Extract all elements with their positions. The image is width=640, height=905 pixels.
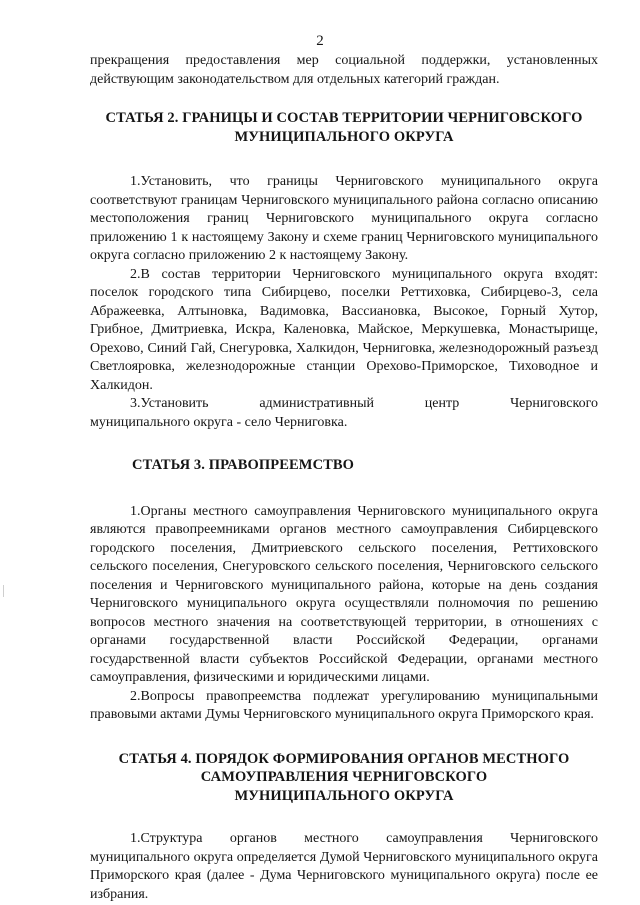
intro-paragraph: прекращения предоставления мер социальной поддержки, установленных действующим законодательством для отдельных категорий граждан. (90, 53, 598, 87)
article-3-heading: СТАТЬЯ 3. ПРАВОПРЕЕМСТВО (132, 457, 355, 473)
article-3-paragraph-2: 2.Вопросы правопреемства подлежат урегулированию муниципальными правовыми актами Думы Черниговского муниципального округа Приморского края. (90, 688, 598, 722)
scan-artifact (3, 585, 4, 597)
document-body (90, 52, 598, 904)
article-2-heading-line-2: МУНИЦИПАЛЬНОГО ОКРУГА (234, 128, 454, 145)
article-2-heading-line-1: СТАТЬЯ 2. ГРАНИЦЫ И СОСТАВ ТЕРРИТОРИИ ЧЕРНИГОВСКОГО (105, 110, 583, 126)
article-4-paragraph-1: 1.Структура органов местного самоуправления Черниговского муниципального округа определяется Думой Черниговского муниципального округа Приморского края (далее - Дума Черниговского муниципального округа) после ее избрания. (90, 831, 598, 902)
article-4-heading-line-2: САМОУПРАВЛЕНИЯ ЧЕРНИГОВСКОГО (200, 769, 488, 785)
page-number: 2 (316, 33, 324, 49)
article-4-heading (90, 750, 598, 806)
article-2-paragraph-3-line-1: 3.Установить административный центр Черниговского (130, 396, 598, 411)
article-2-paragraph-1: 1.Установить, что границы Черниговского муниципального округа соответствуют границам Черниговского муниципального района согласно описанию местоположения границ Черниговского муниципального округа согласно приложению 1 к настоящему Закону и схеме границ Черниговского муниципального округа согласно приложению 2 к настоящему Закону. (90, 174, 598, 263)
article-3-paragraph-1: 1.Органы местного самоуправления Черниговского муниципального округа являются правопреемниками органов местного самоуправления Сибирцевского городского поселения, Дмитриевского сельского поселения, Реттиховского сельского поселения, Снегуровского сельского поселения, Черниговского сельского поселения и Черниговского муниципального района, которые на день создания Черниговского муниципального округа осуществляли полномочия по решению вопросов местного значения на соответствующей территории, в отношениях с органами государственной власти Российской Федерации, органами государственной власти субъектов Российской Федерации, органами местного самоуправления, физическими и юридическими лицами. (90, 503, 598, 685)
article-2-paragraph-2: 2.В состав территории Черниговского муниципального округа входят: поселок городского типа Сибирцево, поселки Реттиховка, Сибирцево-3, села Абражеевка, Алтыновка, Вадимовка, Вассиановка, Высокое, Горный Хутор, Грибное, Дмитриевка, Искра, Каленовка, Майское, Меркушевка, Монастырище, Орехово, Синий Гай, Снегуровка, Халкидон, Черниговка, железнодорожный разъезд Светлояровка, железнодорожные станции Орехово-Приморское, Тиховодное и Халкидон. (90, 266, 598, 393)
article-2-paragraph-3-line-2: муниципального округа - село Черниговка. (90, 414, 348, 430)
article-4-heading-line-1: СТАТЬЯ 4. ПОРЯДОК ФОРМИРОВАНИЯ ОРГАНОВ МЕСТНОГО (118, 750, 570, 767)
article-4-heading-line-3: МУНИЦИПАЛЬНОГО ОКРУГА (234, 787, 454, 804)
article-2-heading (90, 109, 598, 146)
